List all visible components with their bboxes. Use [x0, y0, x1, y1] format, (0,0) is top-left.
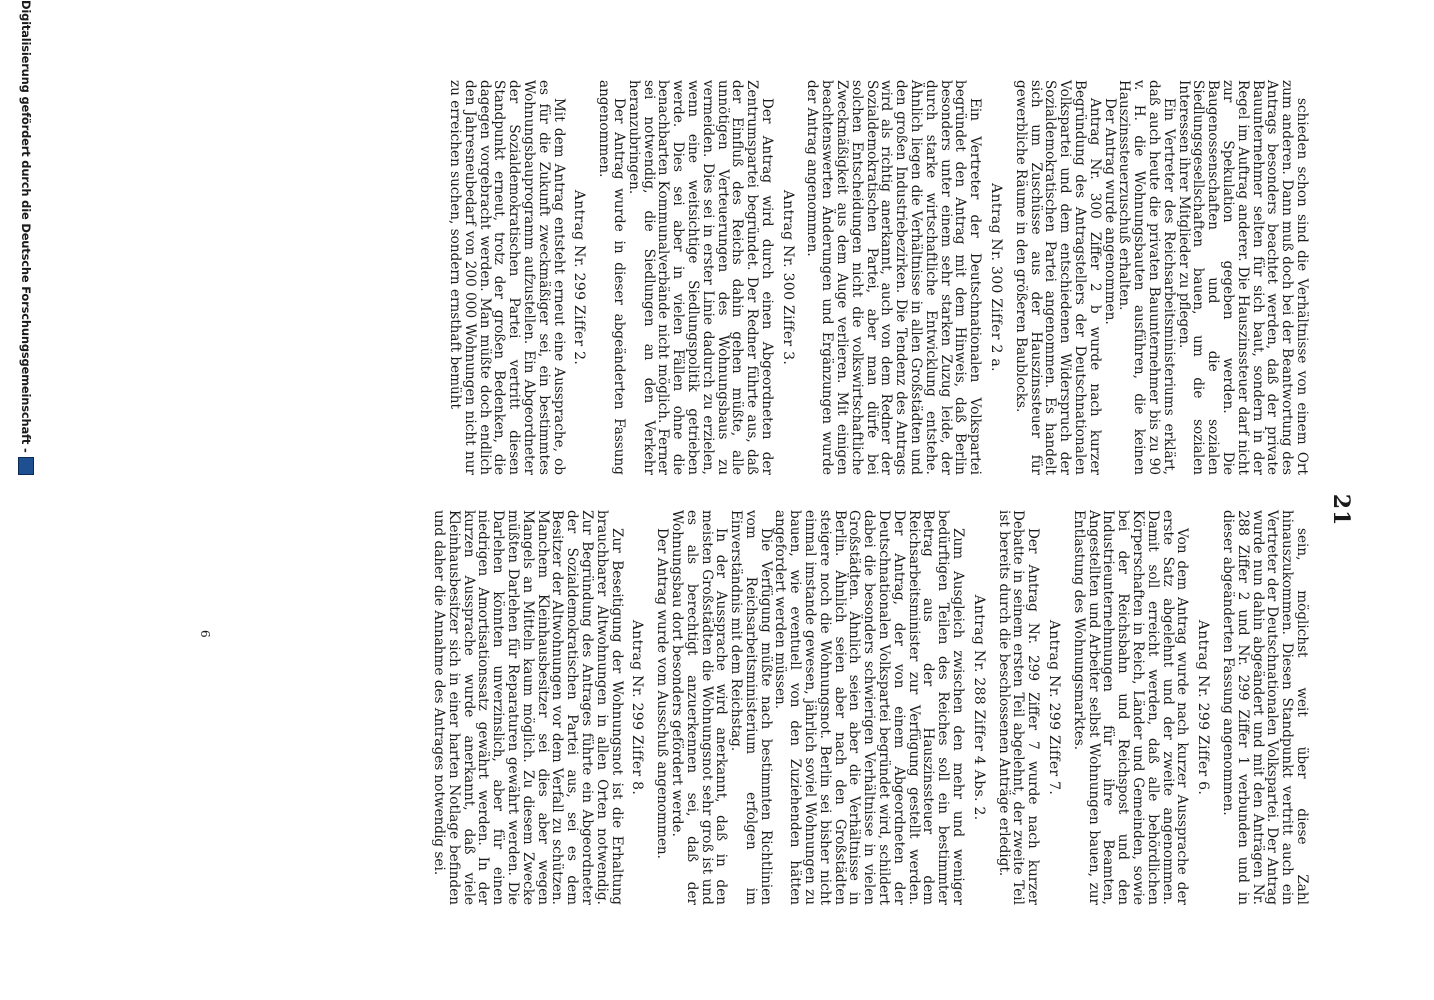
paragraph: Der Antrag wurde in dieser abgeänderten Fassung angenommen.: [596, 80, 627, 475]
section-heading: Antrag Nr. 299 Ziffer 8.: [629, 619, 646, 796]
paragraph: Antrag Nr. 300 Ziffer 2 b wurde nach kurzer Begründung des Antragstellers der Deutschnationalen Volkspartei und dem entschiedenen Widerspruch der Sozialdemokratischen Partei angenommen. Es handelt sich um Zuschüsse aus der Hauszinssteuer für gewerbliche Räume in den größeren Baublocks.: [1012, 80, 1103, 475]
right-column: [431, 510, 1309, 905]
paragraph: Ein Vertreter des Reichsarbeitsministeriums erklärt, daß auch heute die privaten Bauunternehmer bis zu 90 v. H. die Wohnungsbauten ausführen, die keinen Hauszinssteuerzuschuß erhalten.: [1116, 80, 1177, 475]
paragraph: schieden schon sind die Verhältnisse von einem Ort zum anderen. Dann muß doch bei der Beantwortung des Antrags besonders beachtet werden, daß der private Bauunternehmer selten für sich baut, sondern in der Regel im Auftrag anderer. Die Hauszinssteuer darf nicht zur Spekulation gegeben werden. Die Baugenossenschaften und die sozialen Siedlungsgesellschaften bauen, um die sozialen Interessen ihrer Mitglieder zu pflegen.: [1175, 80, 1310, 475]
paragraph: Mit dem Antrag entsteht erneut eine Aussprache, ob es für die Zukunft zweckmäßiger sei, ein bestimmtes Wohnungsbauprogramm aufzustellen. Ein Abgeordneter der Sozialdemokratischen Partei vertritt diesen Standpunkt erneut, trotz der großen Bedenken, die dagegen vorgebracht werden. Man müßte doch endlich den Jahresneubedarf von 200 000 Wohnungen nicht nur zu erreichen suchen, sondern ernsthaft bemüht: [446, 80, 567, 475]
left-column: [447, 80, 1309, 475]
digitization-footer: [18, 0, 34, 1000]
paragraph: In der Aussprache wird anerkannt, daß in den meisten Großstädten die Wohnungsnot sehr groß ist und es als berechtigt anzuerkennen sei, daß der Wohnungsbau dort besonders gefördert werde.: [668, 510, 730, 905]
dfg-logo-icon: [18, 457, 34, 475]
footer-text: Digitalisierung gefördert durch die Deutsche Forschungsgemeinschaft -: [19, 0, 33, 453]
paragraph: Der Antrag Nr. 299 Ziffer 7 wurde nach kurzer Debatte in seinem ersten Teil abgelehnt, der zweite Teil ist bereits durch die beschlossenen Anträge erledigt.: [995, 510, 1042, 905]
paragraph: sein, möglichst weit über diese Zahl hinauszukommen. Diesen Standpunkt vertritt auch ein Vertreter der Deutschnationalen Volkspartei. Der Antrag wurde nun dahin abgeändert und mit den Anträgen Nr. 288 Ziffer 2 und Nr. 299 Ziffer 1 verbunden und in dieser abgeänderten Fassung angenommen.: [1220, 510, 1310, 905]
section-heading: Antrag Nr. 288 Ziffer 4 Abs. 2.: [970, 594, 987, 821]
page-number: 21: [1328, 493, 1354, 527]
paragraph: Der Antrag wurde angenommen.: [1101, 98, 1118, 325]
section-heading: Antrag Nr. 299 Ziffer 6.: [1195, 619, 1212, 796]
paragraph: Ein Vertreter der Deutschnationalen Volkspartei begründet den Antrag mit dem Hinweis, daß Berlin besonders unter einem sehr starken Zuzug leide, der durch starke wirtschaftliche Entwicklung entstehe. Ähnlich liegen die Verhältnisse in allen Großstädten und den großen Industriebezirken. Die Tendenz des Antrags wird als richtig anerkannt, auch von dem Redner der Sozialdemokratischen Partei, aber man dürfe bei solchen Entscheidungen nicht die volkswirtschaftliche Zweckmäßigkeit aus dem Auge verlieren. Mit einigen beachtenswerten Änderungen und Ergänzungen wurde der Antrag angenommen.: [804, 80, 984, 475]
paragraph: Zum Ausgleich zwischen den mehr und weniger bedürftigen Teilen des Reiches soll ein bestimmter Betrag aus der Hauszinssteuer dem Reichsarbeitsminister zur Verfügung gestellt werden. Der Antrag, der von einem Abgeordneten der Deutschnationalen Volkspartei begründet wird, schildert dabei die besonders schwierigen Verhältnisse in vielen Großstädten. Ähnlich seien aber die Verhältnisse in Berlin. Ähnlich seien aber nach den Großstädten steigere noch die Wohnungsnot. Berlin sei bisher nicht einmal imstande gewesen, jährlich soviel Wohnungen zu bauen, wie eventuell von den Zuziehenden hätten angefordert werden müssen.: [772, 510, 967, 905]
paragraph: Von dem Antrag wurde nach kurzer Aussprache der erste Satz abgelehnt und der zweite angenommen. Damit soll erreicht werden, daß alle behördlichen Körperschaften in Reich, Länder und Gemeinden, sowie bei der Reichsbahn und Reichspost und den Industrieunternehmungen für ihre Beamten, Angestellten und Arbeiter selbst Wohnungen bauen, zur Entlastung des Wohnungsmarktes.: [1070, 510, 1191, 905]
paragraph: Die Verfügung müßte nach bestimmten Richtlinien vom Reichsarbeitsministerium erfolgen im Einverständnis mit dem Reichstag.: [728, 510, 774, 905]
paragraph: Der Antrag wird durch einen Abgeordneten der Zentrumspartei begründet. Der Redner führte aus, daß der Einfluß des Reichs dahin gehen müßte, alle unnötigen Verteuerungen des Wohnungsbaus zu vermeiden. Dies sei in erster Linie dadurch zu erzielen, wenn eine weitsichtige Siedlungspolitik getrieben werde. Dies sei aber in vielen Fällen ohne die benachbarten Kommunalverbände nicht möglich. Ferner sei notwendig, die Siedlungen an den Verkehr heranzubringen.: [625, 80, 775, 475]
section-heading: Antrag Nr. 300 Ziffer 3.: [779, 189, 796, 366]
paragraph: Der Antrag wurde vom Ausschuß angenommen.: [654, 528, 671, 859]
section-heading: Antrag Nr. 299 Ziffer 7.: [1046, 619, 1063, 796]
paragraph: Zur Beseitigung der Wohnungsnot ist die Erhaltung brauchbarer Altwohnungen in allen Orten notwendig. Zur Begründung des Antrages führte ein Abgeordneter der Sozialdemokratischen Partei aus, sei es dem Besitzer der Altwohnungen vor dem Verfall zu schützen. Manchem Kleinhausbesitzer sei dies aber wegen Mangels an Mitteln kaum möglich. Zu diesem Zwecke müßten Darlehen für Reparaturen gewährt werden. Die Darlehen könnten unverzinslich, aber für einen niedrigen Amortisationssatz gewährt werden. In der kurzen Aussprache wurde anerkannt, daß viele Kleinhausbesitzer sich in einer harten Notlage befinden und daher die Annahme des Antrages notwendig sei.: [430, 510, 625, 905]
section-heading: Antrag Nr. 300 Ziffer 2 a.: [988, 183, 1005, 372]
section-heading: Antrag Nr. 299 Ziffer 2.: [571, 189, 588, 366]
signature-mark: 6: [198, 630, 212, 638]
